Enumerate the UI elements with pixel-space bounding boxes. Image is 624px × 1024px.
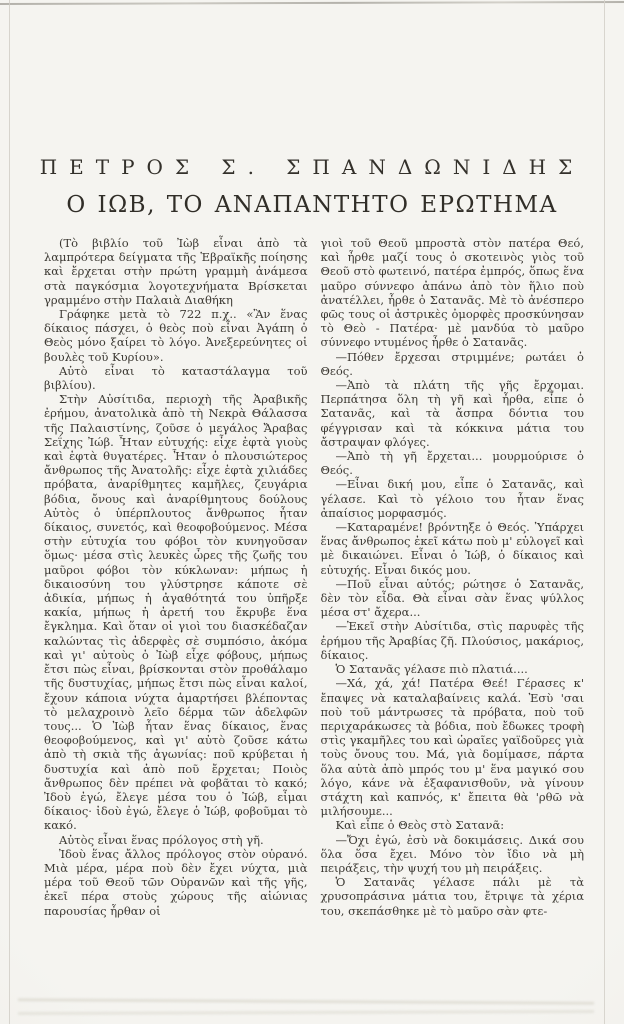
paragraph: (Τὸ βιβλίο τοῦ Ἰὼβ εἶναι ἀπὸ τὰ λαμπρότερα δείγματα τῆς Ἑβραϊκῆς ποίησης καὶ ἔρχεται στὴν πρώτη γραμμὴ ἀνάμεσα στὰ παγκόσμια λογοτεχνήματα Βρίσκεται γραμμένο στὴν Παλαιὰ Διαθήκη (44, 236, 308, 307)
paragraph: Ὁ Σατανᾶς γέλασε πιὸ πλατιά.... (335, 662, 528, 677)
ink-bleedthrough-line (18, 998, 594, 1005)
paragraph: —Ποῦ εἶναι αὐτός; ρώτησε ὁ Σατανᾶς, δὲν τὸν εἶδα. Θὰ εἶναι σὰν ἕνας ψύλλος μέσα στ' ἄχερα... (320, 576, 584, 620)
paragraph: —Ὄχι ἐγώ, ἐσὺ νὰ δοκιμάσεις. Δικά σου ὅλα ὅσα ἔχει. Μόνο τὸν ἴδιο νὰ μὴ πειράξεις, τὴν ψυχή του μὴ πειράξεις. (320, 832, 584, 875)
author-name: ΠΕΤΡΟΣ Σ. ΣΠΑΝΔΩΝΙΔΗΣ (39, 155, 585, 179)
paragraph: Ἰδοὺ ἕνας ἄλλος πρόλογος στὸν οὐρανό. Μιὰ μέρα, μέρα ποὺ δὲν ἔχει νύχτα, μιὰ μέρα τοῦ Θεοῦ τῶν Οὐρανῶν καὶ τῆς γῆς, ἐκεῖ πέρα στοὺς χώρους τῆς αἰώνιας παρουσίας ἦρθαν οἱ (44, 846, 308, 918)
article-body (44, 236, 584, 918)
paragraph: —Εἶναι δική μου, εἶπε ὁ Σατανᾶς, καὶ γέλασε. Καὶ τὸ γέλοιο του ἦταν ἕνας ἀπαίσιος μορφασμός. (320, 477, 584, 520)
paragraph: —Καταραμένε! βρόντηξε ὁ Θεός. Ὑπάρχει ἕνας ἄνθρωπος ἐκεῖ κάτω ποὺ μ' εὐλογεῖ καὶ μὲ δικαιώνει. Εἶναι ὁ Ἰώβ, ὁ δίκαιος καὶ εὐτυχής. Εἶναι δικός μου. (320, 520, 584, 577)
paragraph: Γράφηκε μετὰ τὸ 722 π.χ.. «Ἂν ἕνας δίκαιος πάσχει, ὁ θεὸς ποὺ εἶναι Ἀγάπη ὁ Θεὸς μόνο ξαίρει τὸ λόγο. Ἀνεξερεύνητες οἱ βουλὲς τοῦ Κυρίου». (44, 307, 308, 364)
scan-edge-top-line (0, 1, 624, 5)
ink-bleedthrough-line (18, 1010, 594, 1015)
paragraph-continuation: γιοὶ τοῦ Θεοῦ μπροστὰ στὸν πατέρα Θεό, καὶ ἦρθε μαζί τους ὁ σκοτεινὸς γιὸς τοῦ Θεοῦ στὸ φωτεινό, πατέρα ἐμπρός, ὅπως ἕνα μαῦρο σύννεφο ἀπάνω ἀπὸ τὸν ἥλιο ποὺ ἀνατέλλει, ἦρθε ὁ Σατανᾶς. Μὲ τὸ ἀνέσπερο φῶς τους οἱ ἀστρικὲς ὀμορφὲς προσκύνησαν τὸ Θεὸ - Πατέρα· μὲ μανδύα τὸ μαῦρο σύννεφο ντυμένος ἦρθε ὁ Σατανᾶς. (320, 236, 584, 350)
paragraph: Ὁ Σατανᾶς γέλασε πάλι μὲ τὰ χρυσοπράσινα μάτια του, ἔτριψε τὰ χέρια του, σκεπάσθηκε μὲ τὸ μαῦρο σὰν φτε- (320, 875, 584, 918)
paragraph: —Πόθεν ἔρχεσαι στριμμένε; ρωτάει ὁ Θεός. (320, 349, 584, 378)
right-column (321, 236, 585, 918)
paragraph: Καὶ εἶπε ὁ Θεὸς στὸ Σατανᾶ: (335, 818, 505, 833)
paragraph: —Ἐκεῖ στὴν Αὐσίτιδα, στὶς παρυφὲς τῆς ἐρήμου τῆς Ἀραβίας ζῆ. Πλούσιος, μακάριος, δίκαιος. (320, 619, 584, 662)
left-column (44, 236, 308, 918)
scan-gutter-left-line (9, 0, 10, 1024)
paragraph: Στὴν Αὐσίτιδα, περιοχὴ τῆς Ἀραβικῆς ἐρήμου, ἀνατολικὰ ἀπὸ τὴ Νεκρὰ Θάλασσα τῆς Παλαιστίνης, ζοῦσε ὁ μεγάλος Ἄραβας Σεΐχης Ἰώβ. Ἦταν εὐτυχής: εἶχε ἑφτὰ γιοὺς καὶ ἑφτὰ θυγατέρες. Ἦταν ὁ πλουσιώτερος ἄνθρωπος τῆς Ἀνατολῆς: εἶχε ἑφτὰ χιλιάδες πρόβατα, ἀναρίθμητες καμῆλες, ζευγάρια βόδια, ὄνους καὶ ἀναρίθμητους δούλους Αὐτὸς ὁ ὑπέρπλουτος ἄνθρωπος ἦταν δίκαιος, συνετός, καὶ θεοφοβούμενος. Μέσα στὴν εὐτυχία του φόβοι τὸν κυνηγοῦσαν ὅμως· μέσα στὶς λευκὲς ὧρες τῆς ζωῆς του μαῦροι φόβοι τὸν κύκλωναν: μήπως ἡ δικαιοσύνη του γλύστρησε κάποτε σὲ ἀδικία, μήπως ἡ ἀγαθότητά του ὑπῆρξε κακία, μήπως ἡ ἀρετή του ἔκρυβε ἕνα ἔγκλημα. Καὶ ὅταν οἱ γιοὶ του διασκέδαζαν καλώντας τὶς ἀδερφὲς σὲ συμπόσιο, ἀκόμα καὶ γι' αὐτοὺς ὁ Ἰὼβ εἶχε φόβους, μήπως ἔτσι πὼς εἶναι, βρίσκονται στὸν προθάλαμο τῆς δυστυχίας, μήπως ἔτσι πὼς εἶναι καλοί, ἔχουν κάποια νύχτα ἁμαρτήσει βλέποντας τὸ μελαχροινὸ λεῖο δέρμα τῶν ἀδελφῶν τους... Ὁ Ἰὼβ ἦταν ἕνας δίκαιος, ἕνας θεοφοβούμενος, καὶ γι' αὐτὸ ζοῦσε κάτω ἀπὸ τὴ σκιὰ τῆς ἀγωνίας: ποῦ κρύβεται ἡ δυστυχία καὶ ἀπὸ ποῦ ἔρχεται; Ποιὸς ἄνθρωπος δὲν πρέπει νὰ φοβᾶται τὸ κακό; Ἰδοὺ ἐγώ, ἔλεγε μέσα του ὁ Ἰώβ, εἶμαι δίκαιος· ἰδοὺ ἐγώ, ἔλεγε ὁ Ἰώβ, φοβοῦμαι τὸ κακό. (44, 392, 308, 833)
paragraph: —Ἀπὸ τὰ πλάτη τῆς γῆς ἔρχομαι. Περπάτησα ὅλη τὴ γῆ καὶ ἦρθα, εἶπε ὁ Σατανᾶς, καὶ τὰ ἄσπρα δόντια του φέγγρισαν καὶ τὰ κόκκινα μάτια του ἄστραψαν φλόγες. (320, 378, 584, 449)
paragraph: —Ἀπὸ τὴ γῆ ἔρχεται... μουρμούρισε ὁ Θεός. (320, 449, 584, 478)
paragraph: Αὐτὸς εἶναι ἕνας πρόλογος στὴ γῆ. (59, 832, 264, 847)
page-title: Ο ΙΩΒ, ΤΟ ΑΝΑΠΑΝΤΗΤΟ ΕΡΩΤΗΜΑ (66, 192, 558, 218)
paragraph: Αὐτὸ εἶναι τὸ καταστάλαγμα τοῦ βιβλίου). (44, 363, 308, 393)
scan-edge-right-line (604, 0, 605, 1024)
paragraph: —Χά, χά, χά! Πατέρα Θεέ! Γέρασες κ' ἔπαψες νὰ καταλαβαίνεις καλά. Ἐσὺ 'σαι ποὺ τοῦ μάντρωσες τὰ πρόβατα, ποὺ τοῦ περιχαράκωσες τὰ βόδια, ποὺ ἔδωκες τροφὴ στὶς γκαμῆλες του καὶ ὡραῖες γαϊδοῦρες γιὰ τοὺς ὄνους του. Μά, γιὰ δομίμασε, πάρτα ὅλα αὐτὰ ἀπὸ μπρός του μ' ἕνα μαγικό σου λόγο, κάνε νὰ ἐξαφανισθοῦν, νὰ γίνουν στάχτη καὶ καπνός, κ' ἔπειτα θὰ 'ρθῶ νὰ μιλήσουμε... (320, 676, 584, 819)
